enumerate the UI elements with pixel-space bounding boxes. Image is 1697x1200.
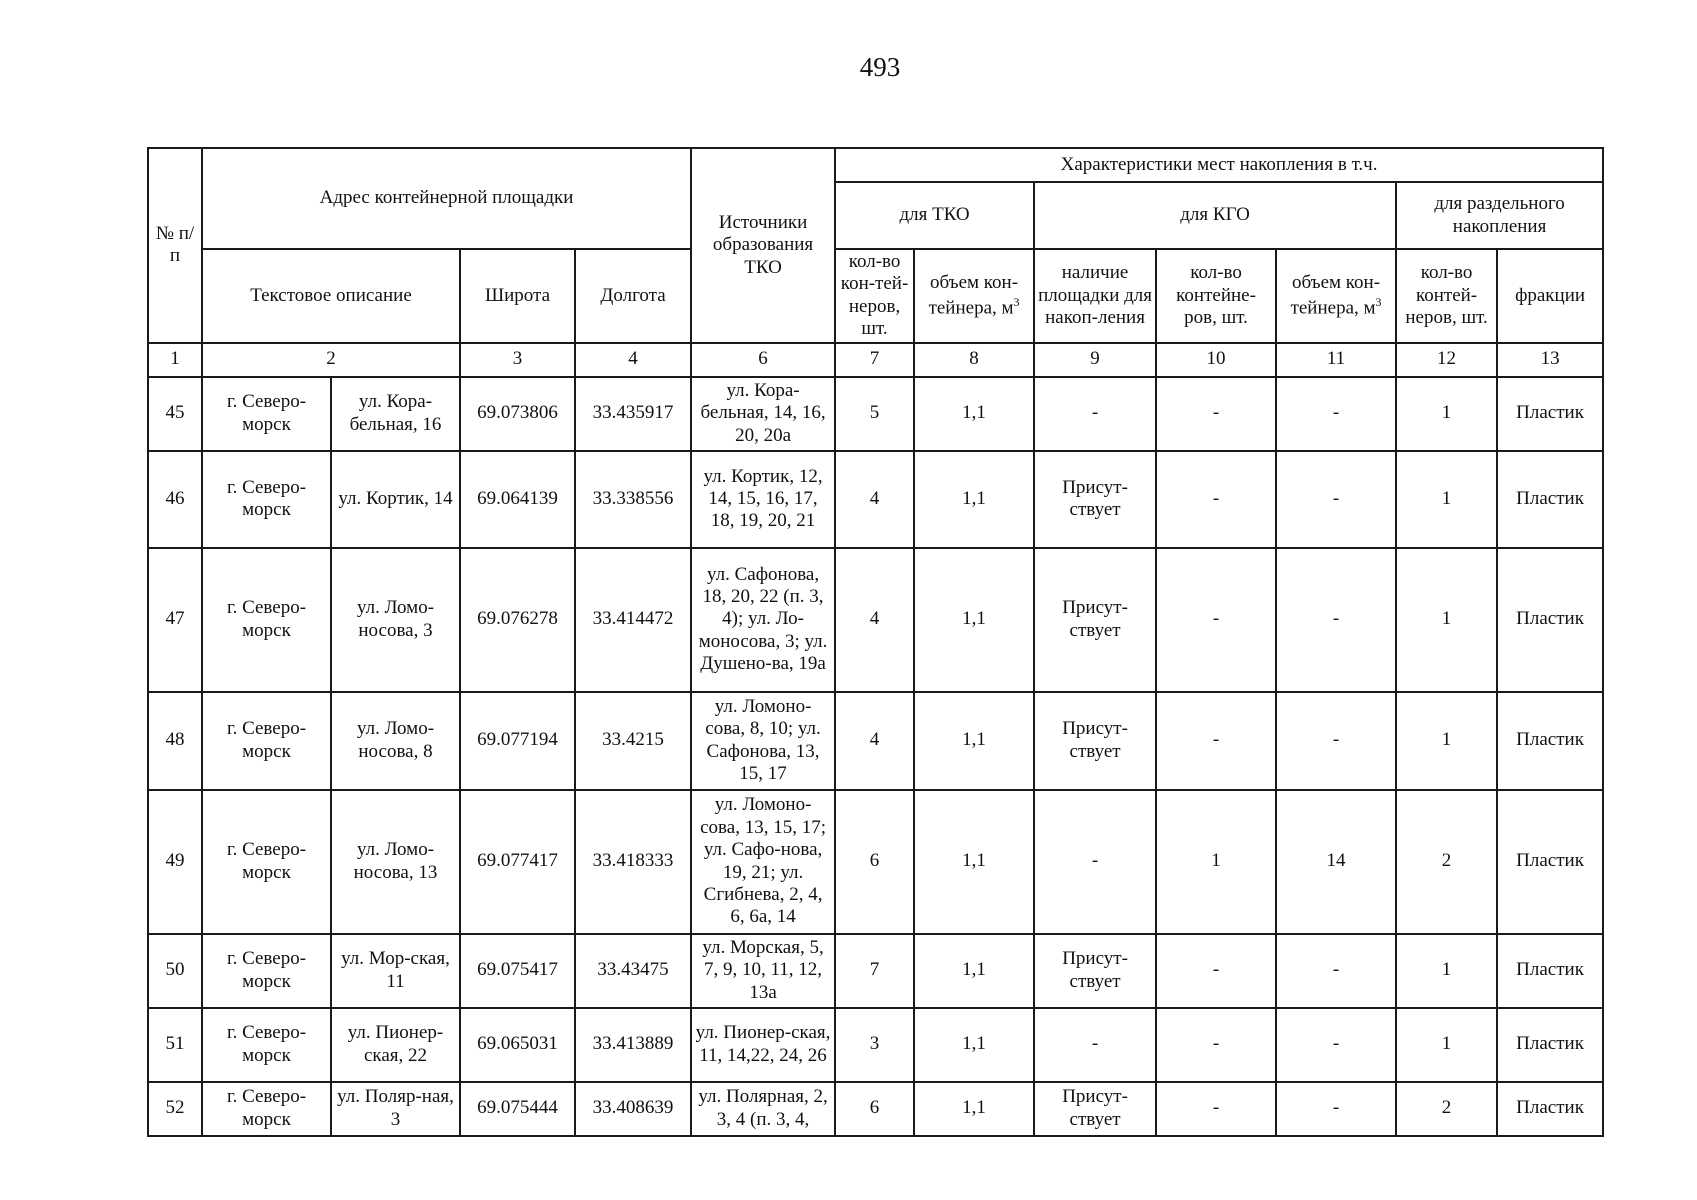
row-tko-volume: 1,1 [914, 451, 1034, 548]
row-number: 45 [148, 377, 202, 451]
row-sources: ул. Сафонова, 18, 20, 22 (п. 3, 4); ул. Ло-моносова, 3; ул. Душено-ва, 19а [691, 548, 835, 692]
table-row [148, 1008, 1603, 1082]
row-latitude: 69.065031 [460, 1008, 575, 1082]
row-tko-count: 7 [835, 934, 914, 1008]
row-fraction: Пластик [1497, 790, 1603, 934]
header-num: № п/п [148, 148, 202, 343]
row-number: 50 [148, 934, 202, 1008]
row-kgo-volume: - [1276, 1082, 1396, 1136]
row-tko-count: 4 [835, 692, 914, 790]
header-sources: Источники образования ТКО [691, 148, 835, 343]
row-city: г. Северо-морск [202, 934, 331, 1008]
row-city: г. Северо-морск [202, 692, 331, 790]
row-tko-volume: 1,1 [914, 1082, 1034, 1136]
table-body [148, 377, 1603, 1136]
row-number: 48 [148, 692, 202, 790]
column-number-row [148, 343, 1603, 377]
row-fraction: Пластик [1497, 548, 1603, 692]
row-sources: ул. Полярная, 2, 3, 4 (п. 3, 4, [691, 1082, 835, 1136]
row-kgo-area: Присут-ствует [1034, 548, 1156, 692]
container-sites-table [147, 147, 1604, 1137]
row-kgo-volume: - [1276, 1008, 1396, 1082]
row-tko-volume: 1,1 [914, 790, 1034, 934]
row-kgo-count: - [1156, 451, 1276, 548]
header-sep-fractions: фракции [1497, 249, 1603, 343]
header-tko: для ТКО [835, 182, 1034, 249]
row-kgo-area: Присут-ствует [1034, 692, 1156, 790]
row-kgo-area: Присут-ствует [1034, 934, 1156, 1008]
row-city: г. Северо-морск [202, 790, 331, 934]
colnum-cell: 10 [1156, 343, 1276, 377]
row-tko-volume: 1,1 [914, 548, 1034, 692]
header-lat: Широта [460, 249, 575, 343]
row-longitude: 33.413889 [575, 1008, 691, 1082]
row-longitude: 33.43475 [575, 934, 691, 1008]
header-text-desc: Текстовое описание [202, 249, 460, 343]
header-kgo: для КГО [1034, 182, 1396, 249]
row-number: 46 [148, 451, 202, 548]
row-tko-count: 4 [835, 548, 914, 692]
row-tko-volume: 1,1 [914, 692, 1034, 790]
row-tko-volume: 1,1 [914, 934, 1034, 1008]
row-sep-count: 2 [1396, 1082, 1497, 1136]
row-kgo-area: Присут-ствует [1034, 1082, 1156, 1136]
row-kgo-count: - [1156, 377, 1276, 451]
row-sources: ул. Ломоно-сова, 13, 15, 17; ул. Сафо-нова, 19, 21; ул. Сгибнева, 2, 4, 6, 6а, 14 [691, 790, 835, 934]
row-number: 52 [148, 1082, 202, 1136]
row-kgo-volume: - [1276, 548, 1396, 692]
colnum-cell: 6 [691, 343, 835, 377]
header-sep-count: кол-во контей-неров, шт. [1396, 249, 1497, 343]
row-kgo-count: - [1156, 1082, 1276, 1136]
header-separate: для раздельного накопления [1396, 182, 1603, 249]
colnum-cell: 8 [914, 343, 1034, 377]
row-kgo-area: Присут-ствует [1034, 451, 1156, 548]
row-fraction: Пластик [1497, 692, 1603, 790]
row-sep-count: 1 [1396, 377, 1497, 451]
table-row [148, 934, 1603, 1008]
row-city: г. Северо-морск [202, 1082, 331, 1136]
row-street: ул. Пионер-ская, 22 [331, 1008, 460, 1082]
header-characteristics: Характеристики мест накопления в т.ч. [835, 148, 1603, 182]
row-tko-count: 4 [835, 451, 914, 548]
row-kgo-count: 1 [1156, 790, 1276, 934]
row-tko-count: 6 [835, 1082, 914, 1136]
row-kgo-volume: - [1276, 692, 1396, 790]
row-sources: ул. Ломоно-сова, 8, 10; ул. Сафонова, 13, 15, 17 [691, 692, 835, 790]
colnum-cell: 9 [1034, 343, 1156, 377]
table-row [148, 790, 1603, 934]
row-kgo-volume: - [1276, 451, 1396, 548]
colnum-cell: 13 [1497, 343, 1603, 377]
row-sep-count: 1 [1396, 451, 1497, 548]
row-tko-count: 3 [835, 1008, 914, 1082]
row-street: ул. Кортик, 14 [331, 451, 460, 548]
header-address: Адрес контейнерной площадки [202, 148, 691, 249]
row-latitude: 69.077194 [460, 692, 575, 790]
row-number: 47 [148, 548, 202, 692]
table-row [148, 1082, 1603, 1136]
row-sep-count: 2 [1396, 790, 1497, 934]
row-longitude: 33.418333 [575, 790, 691, 934]
table-row [148, 548, 1603, 692]
row-kgo-count: - [1156, 692, 1276, 790]
row-kgo-area: - [1034, 1008, 1156, 1082]
row-fraction: Пластик [1497, 451, 1603, 548]
row-tko-volume: 1,1 [914, 377, 1034, 451]
row-longitude: 33.408639 [575, 1082, 691, 1136]
row-city: г. Северо-морск [202, 548, 331, 692]
row-sources: ул. Кора-бельная, 14, 16, 20, 20а [691, 377, 835, 451]
table-row [148, 377, 1603, 451]
row-fraction: Пластик [1497, 377, 1603, 451]
row-longitude: 33.4215 [575, 692, 691, 790]
row-tko-count: 6 [835, 790, 914, 934]
row-sources: ул. Кортик, 12, 14, 15, 16, 17, 18, 19, 20, 21 [691, 451, 835, 548]
row-kgo-area: - [1034, 377, 1156, 451]
header-kgo-volume: объем кон-тейнера, $м^3$ [1276, 249, 1396, 343]
row-fraction: Пластик [1497, 1082, 1603, 1136]
row-street: ул. Поляр-ная, 3 [331, 1082, 460, 1136]
colnum-cell: 11 [1276, 343, 1396, 377]
row-latitude: 69.075444 [460, 1082, 575, 1136]
header-tko-count: кол-во кон-тей-неров, шт. [835, 249, 914, 343]
row-tko-volume: 1,1 [914, 1008, 1034, 1082]
row-number: 49 [148, 790, 202, 934]
row-street: ул. Ломо-носова, 8 [331, 692, 460, 790]
colnum-cell: 1 [148, 343, 202, 377]
header-tko-volume: объем кон-тейнера, $м^3$ [914, 249, 1034, 343]
row-kgo-volume: 14 [1276, 790, 1396, 934]
row-sep-count: 1 [1396, 548, 1497, 692]
row-latitude: 69.073806 [460, 377, 575, 451]
colnum-cell: 3 [460, 343, 575, 377]
row-kgo-volume: - [1276, 377, 1396, 451]
colnum-cell: 4 [575, 343, 691, 377]
row-tko-count: 5 [835, 377, 914, 451]
row-kgo-volume: - [1276, 934, 1396, 1008]
row-city: г. Северо-морск [202, 377, 331, 451]
colnum-cell: 7 [835, 343, 914, 377]
row-street: ул. Кора-бельная, 16 [331, 377, 460, 451]
row-latitude: 69.076278 [460, 548, 575, 692]
row-street: ул. Ломо-носова, 13 [331, 790, 460, 934]
row-kgo-count: - [1156, 1008, 1276, 1082]
row-latitude: 69.077417 [460, 790, 575, 934]
table-row [148, 451, 1603, 548]
header-lon: Долгота [575, 249, 691, 343]
row-fraction: Пластик [1497, 934, 1603, 1008]
row-sep-count: 1 [1396, 934, 1497, 1008]
table-row [148, 692, 1603, 790]
page-number: 493 [859, 52, 901, 82]
row-latitude: 69.064139 [460, 451, 575, 548]
row-sources: ул. Пионер-ская, 11, 14,22, 24, 26 [691, 1008, 835, 1082]
row-longitude: 33.414472 [575, 548, 691, 692]
row-longitude: 33.435917 [575, 377, 691, 451]
header-kgo-count: кол-во контейне-ров, шт. [1156, 249, 1276, 343]
row-kgo-count: - [1156, 548, 1276, 692]
row-street: ул. Мор-ская, 11 [331, 934, 460, 1008]
row-fraction: Пластик [1497, 1008, 1603, 1082]
row-kgo-area: - [1034, 790, 1156, 934]
row-city: г. Северо-морск [202, 1008, 331, 1082]
header-kgo-area: наличие площадки для накоп-ления [1034, 249, 1156, 343]
row-street: ул. Ломо-носова, 3 [331, 548, 460, 692]
row-number: 51 [148, 1008, 202, 1082]
row-sep-count: 1 [1396, 1008, 1497, 1082]
row-sep-count: 1 [1396, 692, 1497, 790]
row-sources: ул. Морская, 5, 7, 9, 10, 11, 12, 13а [691, 934, 835, 1008]
table-header [148, 148, 1603, 377]
row-kgo-count: - [1156, 934, 1276, 1008]
row-longitude: 33.338556 [575, 451, 691, 548]
colnum-cell: 2 [202, 343, 460, 377]
row-city: г. Северо-морск [202, 451, 331, 548]
colnum-cell: 12 [1396, 343, 1497, 377]
row-latitude: 69.075417 [460, 934, 575, 1008]
